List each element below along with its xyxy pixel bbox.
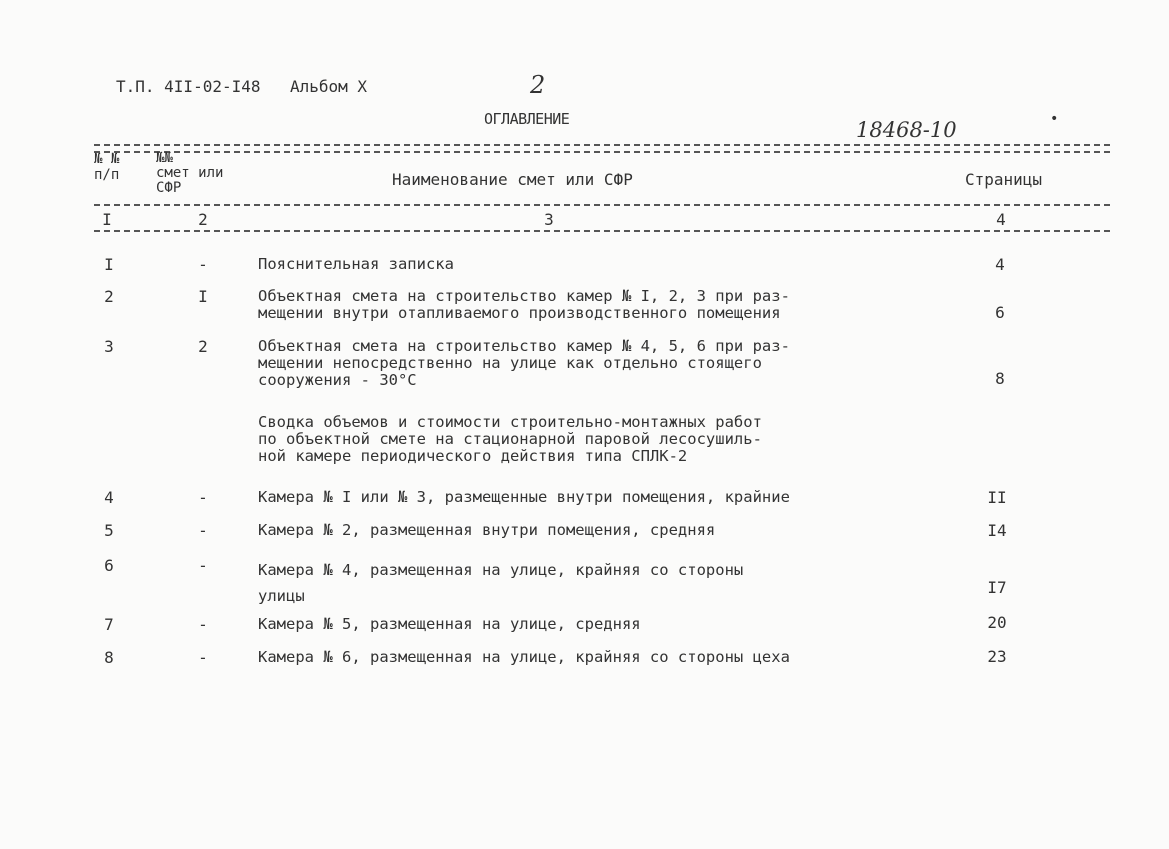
row-num: I <box>104 255 114 274</box>
column-number: 3 <box>544 210 554 229</box>
ink-mark: • <box>1050 111 1059 127</box>
row-num: 7 <box>104 615 114 634</box>
header-pages: Страницы <box>965 170 1043 189</box>
row-num: 3 <box>104 337 114 356</box>
column-number: I <box>102 210 112 229</box>
row-smeta: I <box>198 287 208 306</box>
row-page: I7 <box>987 578 1007 597</box>
row-name: Камера № 2, размещенная внутри помещения, средняя <box>258 521 716 539</box>
header-divider-rule <box>94 204 1110 206</box>
row-page: 20 <box>987 613 1007 632</box>
table-top-rule-second <box>94 151 1110 153</box>
row-page: 23 <box>987 647 1007 666</box>
row-smeta: - <box>198 556 208 575</box>
row-smeta: - <box>198 488 208 507</box>
row-page: I4 <box>987 521 1007 540</box>
row-page: 6 <box>995 303 1005 322</box>
header-num: № № п/п <box>94 151 120 183</box>
row-name: Объектная смета на строительство камер № 4, 5, 6 при раз- мещении непосредственно на улице как отдельно стоящего сооружения - 30°С <box>258 337 790 389</box>
row-page: 4 <box>995 255 1005 274</box>
row-name: Пояснительная записка <box>258 255 454 273</box>
row-name: Камера № I или № 3, размещенные внутри помещения, крайние <box>258 488 790 506</box>
column-number-rule <box>94 230 1110 232</box>
column-number: 4 <box>996 210 1006 229</box>
row-smeta: - <box>198 521 208 540</box>
row-smeta: 2 <box>198 337 208 356</box>
row-page: 8 <box>995 369 1005 388</box>
row-num: 8 <box>104 648 114 667</box>
row-name: Камера № 4, размещенная на улице, крайняя со стороны улицы <box>258 561 744 605</box>
header-smeta-num: №№ смет или СФР <box>156 150 224 196</box>
row-name: Камера № 5, размещенная на улице, средняя <box>258 615 641 633</box>
row-smeta: - <box>198 615 208 634</box>
page-title: ОГЛАВЛЕНИЕ <box>484 110 570 128</box>
album-label: Альбом Х <box>290 77 368 96</box>
row-page: II <box>987 488 1007 507</box>
row-smeta: - <box>198 648 208 667</box>
column-number: 2 <box>198 210 208 229</box>
row-smeta: - <box>198 255 208 274</box>
page-number: 2 <box>530 71 546 99</box>
handwritten-number: 18468-10 <box>856 118 957 142</box>
summary-heading: Сводка объемов и стоимости строительно-монтажных работ по объектной смете на стационарной паровой лесосушиль- ной камере периодического действия типа СПЛК-2 <box>258 413 762 465</box>
document-code: Т.П. 4II-02-I48 <box>116 77 261 96</box>
header-name: Наименование смет или СФР <box>392 170 633 189</box>
row-num: 5 <box>104 521 114 540</box>
row-num: 2 <box>104 287 114 306</box>
row-num: 4 <box>104 488 114 507</box>
row-num: 6 <box>104 556 114 575</box>
row-name: Объектная смета на строительство камер № I, 2, 3 при раз- мещении внутри отапливаемого производственного помещения <box>258 287 790 322</box>
table-top-rule <box>94 144 1110 146</box>
row-name: Камера № 6, размещенная на улице, крайняя со стороны цеха <box>258 648 790 666</box>
